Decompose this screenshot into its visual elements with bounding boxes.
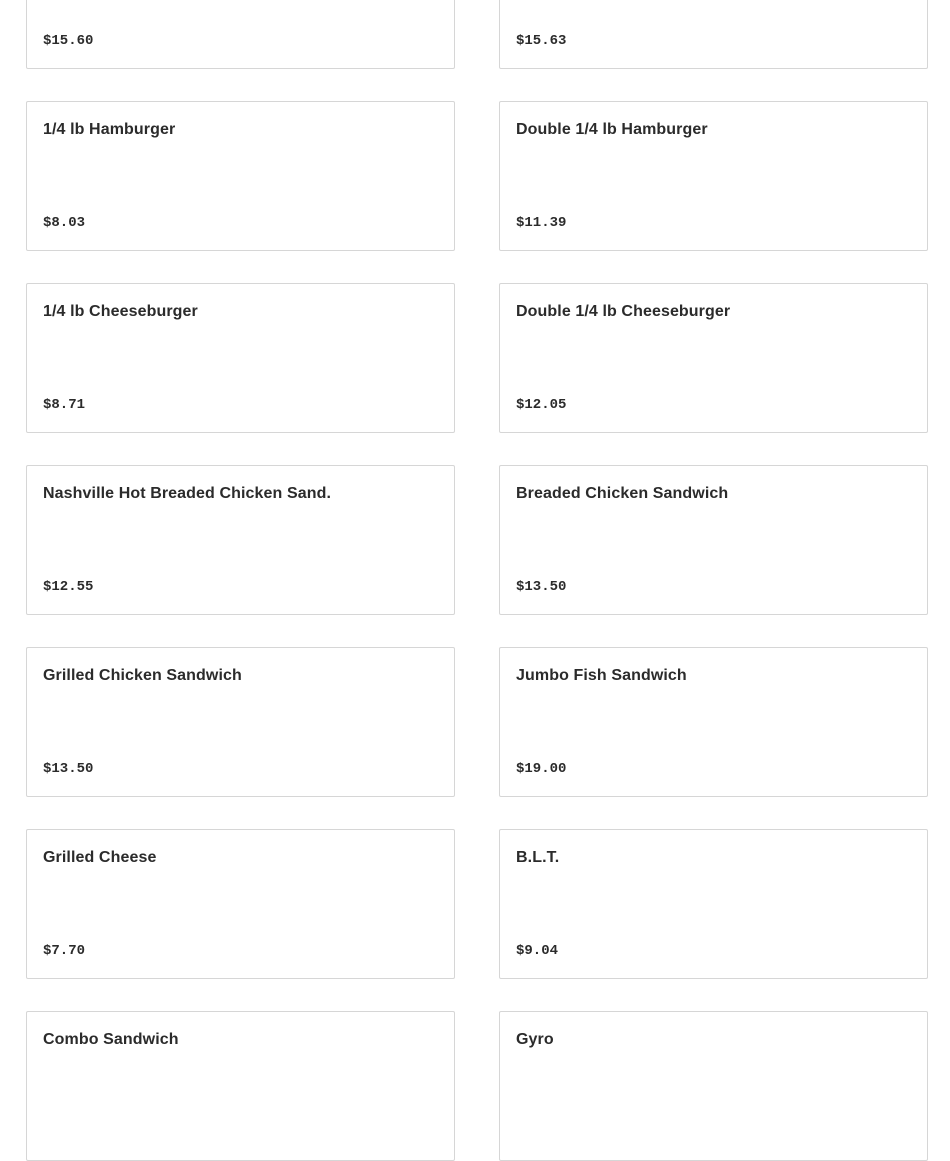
menu-item-price: $19.00 [516, 761, 567, 777]
menu-item-card[interactable] [26, 0, 455, 69]
menu-item-price: $12.05 [516, 397, 567, 413]
menu-item-price: $8.03 [43, 215, 86, 231]
menu-item-name: Grilled Cheese [43, 849, 157, 866]
menu-item-card[interactable] [499, 1011, 928, 1161]
menu-item-card[interactable] [499, 647, 928, 797]
menu-item-card[interactable] [499, 0, 928, 69]
menu-item-price: $9.04 [516, 943, 559, 959]
menu-item-price: $13.50 [43, 761, 94, 777]
menu-item-name: Grilled Chicken Sandwich [43, 667, 242, 684]
menu-item-card[interactable] [26, 829, 455, 979]
menu-item-card[interactable] [499, 101, 928, 251]
menu-item-card[interactable] [499, 465, 928, 615]
menu-item-price: $13.50 [516, 579, 567, 595]
menu-item-price: $11.39 [516, 215, 567, 231]
menu-item-card[interactable] [499, 829, 928, 979]
menu-item-card[interactable] [499, 283, 928, 433]
menu-item-name: Breaded Chicken Sandwich [516, 485, 729, 502]
menu-item-card[interactable] [26, 647, 455, 797]
menu-item-price: $15.63 [516, 33, 567, 49]
menu-item-name: Double 1/4 lb Cheeseburger [516, 303, 731, 320]
menu-item-price: $7.70 [43, 943, 86, 959]
menu-item-card[interactable] [26, 465, 455, 615]
menu-item-name: 1/4 lb Cheeseburger [43, 303, 198, 320]
menu-item-card[interactable] [26, 283, 455, 433]
menu-item-price: $15.60 [43, 33, 94, 49]
menu-item-name: Double 1/4 lb Hamburger [516, 121, 708, 138]
menu-item-card[interactable] [26, 101, 455, 251]
menu-item-card[interactable] [26, 1011, 455, 1161]
menu-item-name: B.L.T. [516, 849, 560, 866]
menu-items-grid [26, 0, 928, 1161]
menu-item-name: Nashville Hot Breaded Chicken Sand. [43, 485, 332, 502]
menu-item-price: $12.55 [43, 579, 94, 595]
menu-item-name: Gyro [516, 1031, 554, 1048]
menu-item-price: $8.71 [43, 397, 86, 413]
menu-item-name: Combo Sandwich [43, 1031, 179, 1048]
menu-item-name: Jumbo Fish Sandwich [516, 667, 687, 684]
menu-item-name: 1/4 lb Hamburger [43, 121, 176, 138]
